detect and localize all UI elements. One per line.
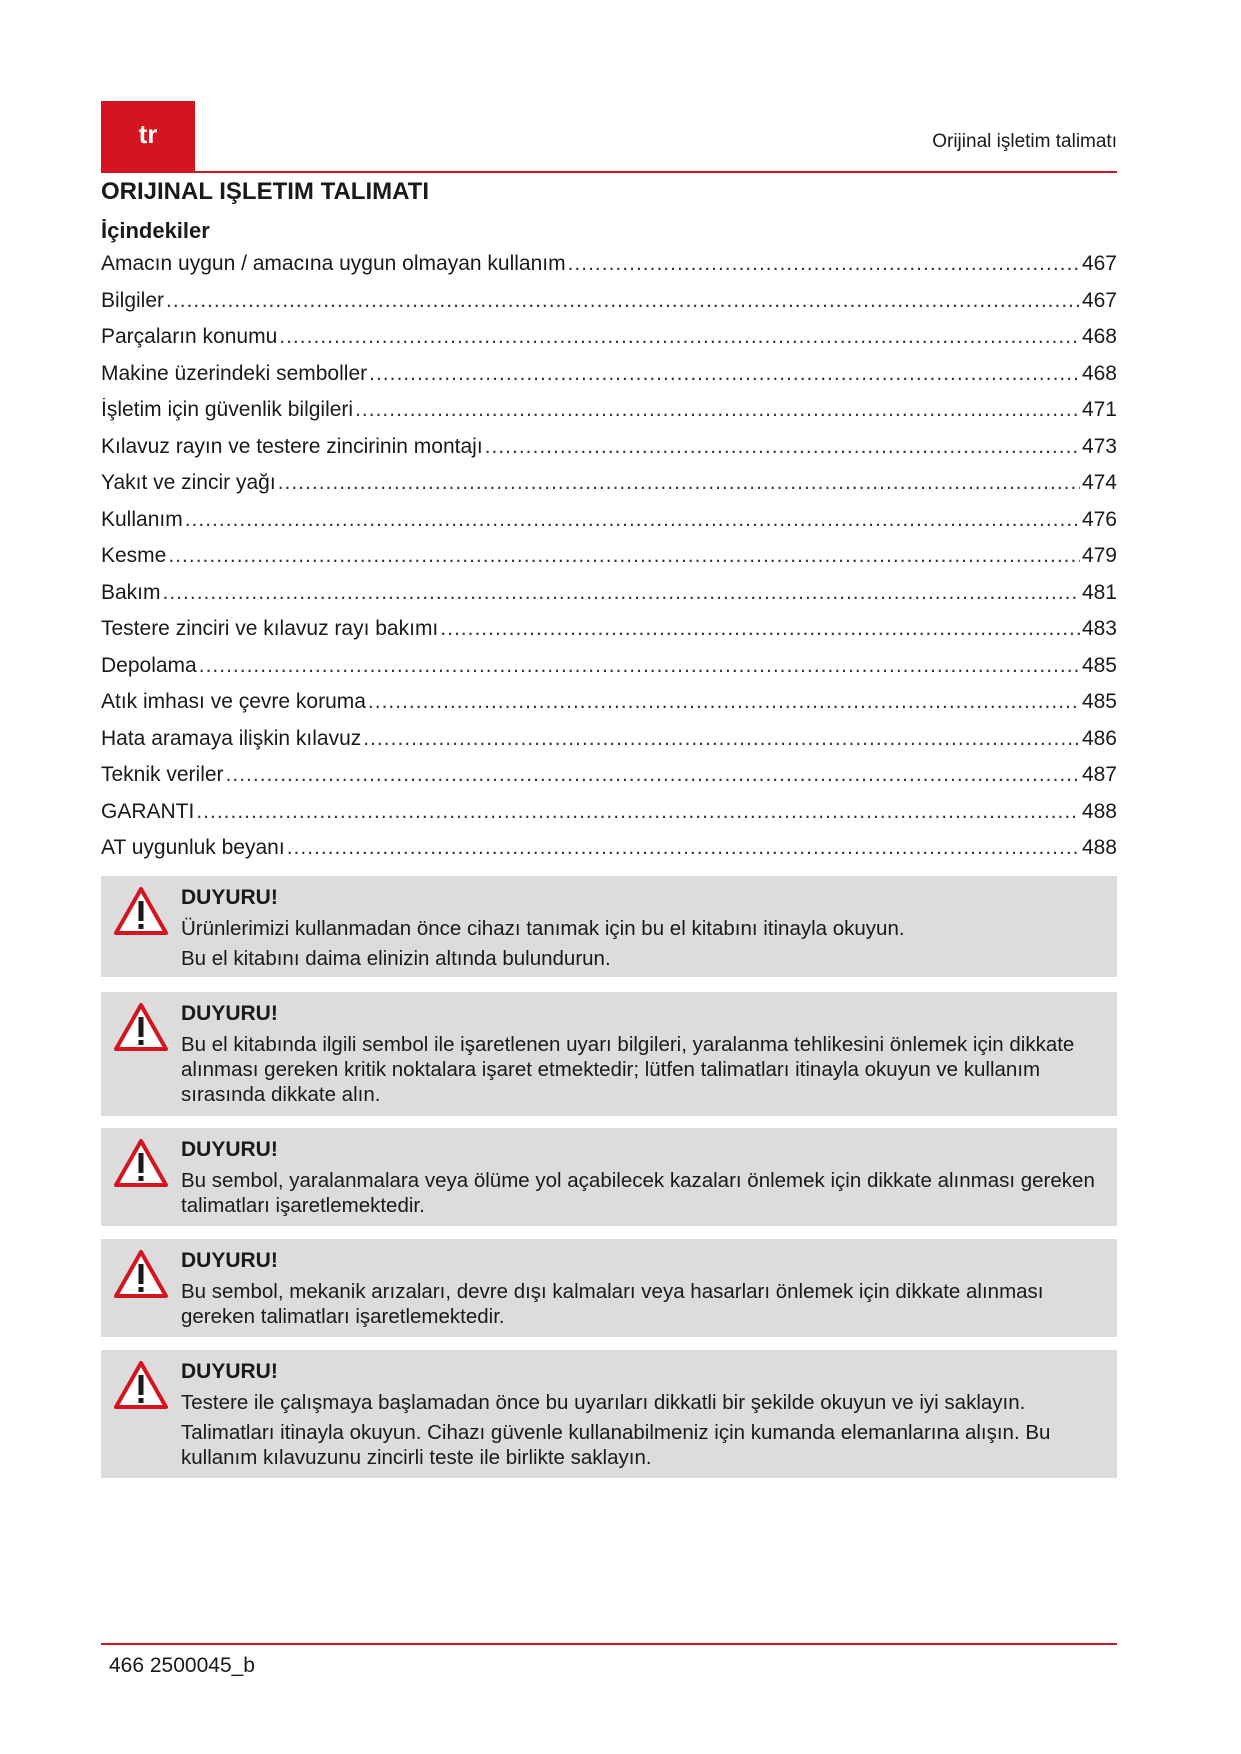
toc-entry-page: 485 bbox=[1081, 653, 1117, 677]
toc-leader bbox=[355, 398, 1080, 422]
notice-text: Bu sembol, mekanik arızaları, devre dışı kalmaları veya hasarları önlemek için dikkate alınması gereken talimatları işaretlemektedir. bbox=[181, 1280, 1044, 1328]
toc-heading: İçindekiler bbox=[101, 218, 210, 243]
toc-leader bbox=[287, 836, 1080, 860]
language-tab: tr bbox=[101, 101, 195, 173]
toc-leader bbox=[368, 690, 1080, 714]
toc-leader bbox=[163, 581, 1080, 605]
toc-entry[interactable] bbox=[101, 690, 1117, 727]
toc-entry-page: 474 bbox=[1081, 471, 1117, 494]
toc-entry-page: 488 bbox=[1081, 799, 1117, 823]
toc-entry-page: 467 bbox=[1081, 288, 1117, 312]
toc-entry-page: 488 bbox=[1081, 836, 1117, 859]
page-footer: 466 2500045_b bbox=[109, 1654, 255, 1677]
toc-entry-title: Parçaların konumu bbox=[101, 325, 278, 348]
warning-triangle-icon bbox=[113, 886, 169, 936]
toc-entry[interactable] bbox=[101, 471, 1117, 508]
notice-text: Bu el kitabında ilgili sembol ile işaretlenen uyarı bilgileri, yaralanma tehlikesini önlemek için dikkate alınması gereken kritik noktalara işaret etmektedir; lütfen talimatları itinayla okuyun ve kullanım sırasında dikkate alın. bbox=[181, 1033, 1075, 1106]
toc-entry[interactable] bbox=[101, 800, 1117, 837]
toc-entry-page: 483 bbox=[1081, 617, 1117, 640]
toc-leader bbox=[196, 800, 1080, 824]
notice-box bbox=[101, 1239, 1117, 1337]
toc-entry-title: AT uygunluk beyanı bbox=[101, 836, 285, 859]
toc-entry-page: 468 bbox=[1081, 325, 1117, 348]
notice-title: DUYURU! bbox=[181, 1249, 278, 1272]
toc-leader bbox=[185, 508, 1080, 532]
toc-entry-page: 473 bbox=[1081, 434, 1117, 458]
notice-title: DUYURU! bbox=[181, 886, 278, 909]
toc-entry-title: İşletim için güvenlik bilgileri bbox=[101, 398, 354, 421]
toc-entry-page: 468 bbox=[1081, 361, 1117, 385]
toc-entry[interactable] bbox=[101, 325, 1117, 362]
toc-leader bbox=[568, 252, 1080, 276]
toc-entry[interactable] bbox=[101, 581, 1117, 618]
toc-leader bbox=[363, 727, 1080, 751]
toc-entry-page: 476 bbox=[1081, 507, 1117, 531]
toc-entry[interactable] bbox=[101, 508, 1117, 545]
toc-entry-title: Atık imhası ve çevre koruma bbox=[101, 690, 366, 713]
toc-entry[interactable] bbox=[101, 252, 1117, 289]
toc-entry-title: Kullanım bbox=[101, 507, 183, 531]
notice-box bbox=[101, 1350, 1117, 1478]
toc-leader bbox=[226, 763, 1080, 787]
toc-entry[interactable] bbox=[101, 654, 1117, 691]
toc-entry[interactable] bbox=[101, 544, 1117, 581]
toc-entry-title: Amacın uygun / amacına uygun olmayan kullanım bbox=[101, 252, 566, 275]
toc-entry[interactable] bbox=[101, 763, 1117, 800]
toc-entry-page: 467 bbox=[1081, 252, 1117, 275]
warning-triangle-icon bbox=[113, 1249, 169, 1299]
warning-triangle-icon bbox=[113, 1002, 169, 1052]
notice-text: Bu el kitabını daima elinizin altında bulundurun. bbox=[181, 947, 611, 970]
toc-entry[interactable] bbox=[101, 398, 1117, 435]
toc-leader bbox=[279, 325, 1080, 349]
toc-entry-title: Yakıt ve zincir yağı bbox=[101, 471, 276, 494]
notice-title: DUYURU! bbox=[181, 1002, 278, 1025]
warning-triangle-icon bbox=[113, 1360, 169, 1410]
toc-entry[interactable] bbox=[101, 836, 1117, 873]
toc-entry-page: 485 bbox=[1081, 690, 1117, 713]
toc-leader bbox=[166, 289, 1080, 313]
toc-entry-page: 486 bbox=[1081, 726, 1117, 750]
toc-entry-title: Teknik veriler bbox=[101, 763, 224, 786]
toc-entry-title: Kesme bbox=[101, 544, 167, 567]
toc-entry-title: Testere zinciri ve kılavuz rayı bakımı bbox=[101, 617, 439, 640]
toc-leader bbox=[369, 362, 1080, 386]
toc-entry-page: 471 bbox=[1081, 398, 1117, 421]
toc-entry[interactable] bbox=[101, 435, 1117, 472]
header-divider bbox=[101, 171, 1117, 173]
notice-text: Talimatları itinayla okuyun. Cihazı güvenle kullanabilmeniz için kumanda elemanlarına alışın. Bu kullanım kılavuzunu zincirli teste ile birlikte saklayın. bbox=[181, 1421, 1051, 1469]
table-of-contents bbox=[101, 252, 1117, 873]
notice-box bbox=[101, 1128, 1117, 1226]
toc-entry-title: Bilgiler bbox=[101, 288, 165, 312]
notice-title: DUYURU! bbox=[181, 1360, 278, 1383]
toc-entry[interactable] bbox=[101, 289, 1117, 326]
toc-entry[interactable] bbox=[101, 617, 1117, 654]
toc-entry-title: Makine üzerindeki semboller bbox=[101, 361, 368, 385]
toc-entry-title: GARANTI bbox=[101, 799, 195, 823]
page-title: ORIJINAL IŞLETIM TALIMATI bbox=[101, 178, 429, 205]
toc-entry[interactable] bbox=[101, 362, 1117, 399]
toc-entry-page: 487 bbox=[1081, 763, 1117, 786]
toc-leader bbox=[278, 471, 1080, 495]
toc-entry-title: Hata aramaya ilişkin kılavuz bbox=[101, 726, 362, 750]
toc-leader bbox=[440, 617, 1080, 641]
toc-entry-page: 479 bbox=[1081, 544, 1117, 567]
toc-entry-title: Kılavuz rayın ve testere zincirinin montajı bbox=[101, 434, 483, 458]
footer-divider bbox=[101, 1643, 1117, 1645]
notice-box bbox=[101, 876, 1117, 977]
warning-triangle-icon bbox=[113, 1138, 169, 1188]
notice-title: DUYURU! bbox=[181, 1138, 278, 1161]
toc-leader bbox=[485, 435, 1080, 459]
document-label: Orijinal işletim talimatı bbox=[932, 131, 1117, 152]
toc-leader bbox=[168, 544, 1080, 568]
toc-leader bbox=[199, 654, 1080, 678]
notice-text: Ürünlerimizi kullanmadan önce cihazı tanımak için bu el kitabını itinayla okuyun. bbox=[181, 917, 905, 940]
notice-text: Testere ile çalışmaya başlamadan önce bu uyarıları dikkatli bir şekilde okuyun ve iyi saklayın. bbox=[181, 1391, 1026, 1414]
notice-text: Bu sembol, yaralanmalara veya ölüme yol açabilecek kazaları önlemek için dikkate alınması gereken talimatları işaretlemektedir. bbox=[181, 1169, 1095, 1217]
notice-box bbox=[101, 992, 1117, 1116]
toc-entry-title: Bakım bbox=[101, 580, 161, 604]
toc-entry-page: 481 bbox=[1081, 580, 1117, 604]
toc-entry-title: Depolama bbox=[101, 653, 197, 677]
toc-entry[interactable] bbox=[101, 727, 1117, 764]
